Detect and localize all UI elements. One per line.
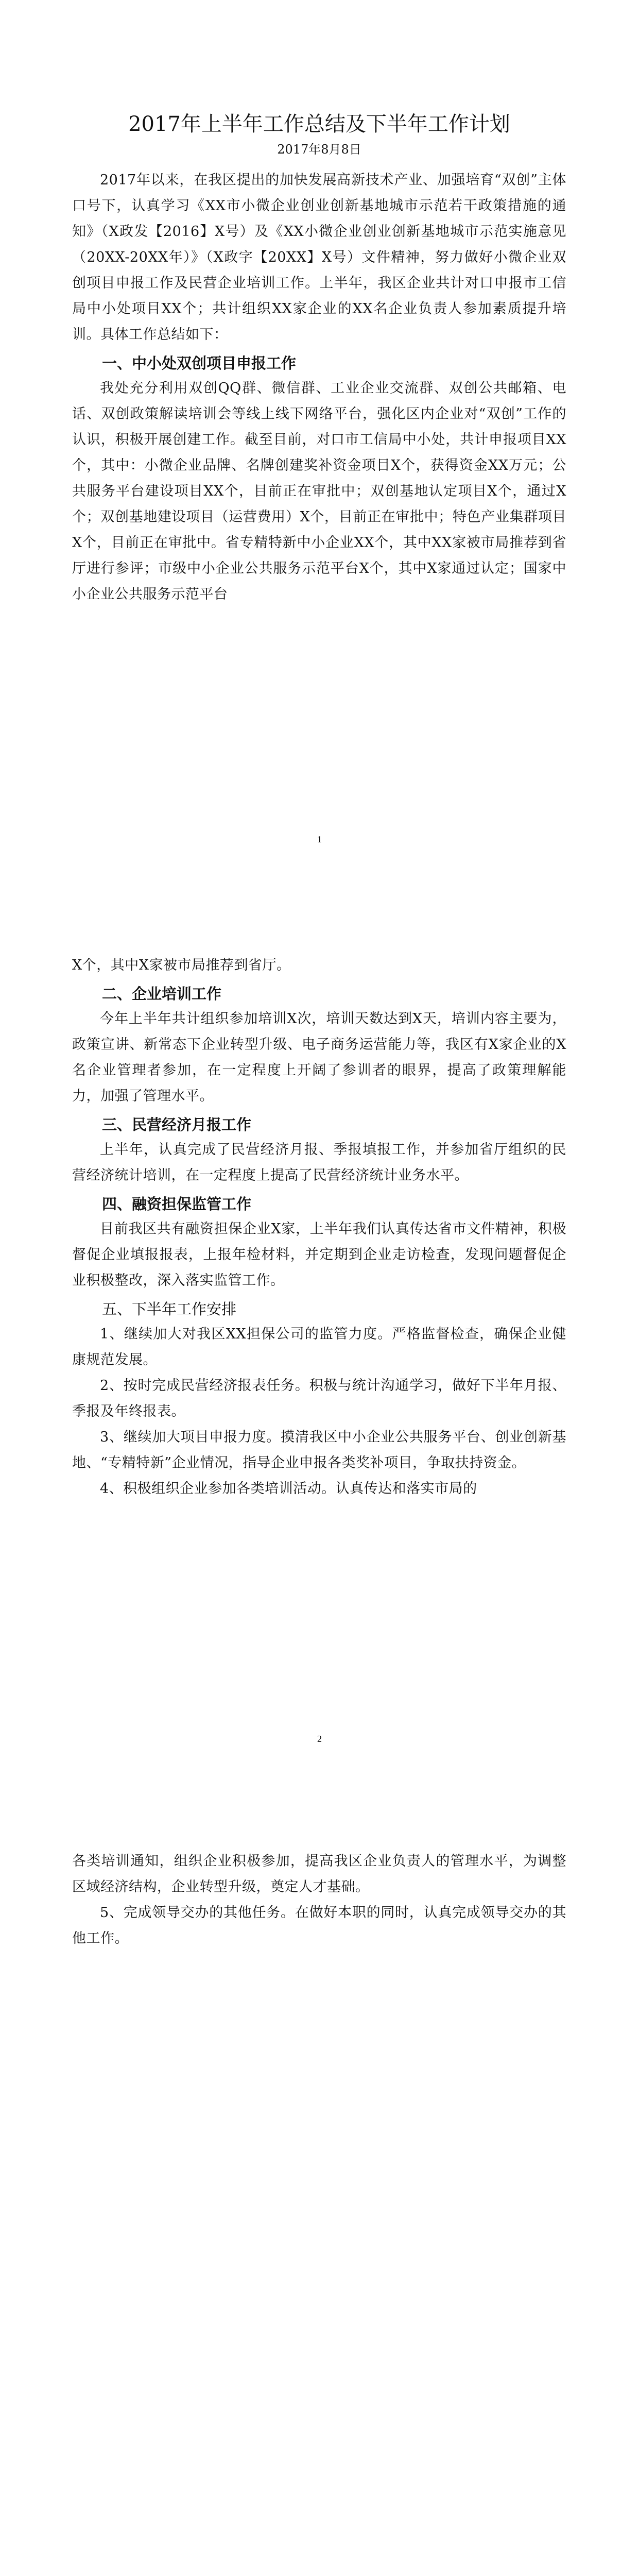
section-heading-4: 四、融资担保监管工作 bbox=[102, 1195, 252, 1213]
plan-item-4-continued: 各类培训通知，组织企业积极参加，提高我区企业负责人的管理水平，为调整区域经济结构，企业转型升级，奠定人才基础。 bbox=[72, 1853, 566, 1895]
section-3-paragraph-1: 上半年，认真完成了民营经济月报、季报填报工作，并参加省厅组织的民营经济统计培训，在一定程度上提高了民营经济统计业务水平。 bbox=[72, 1142, 566, 1183]
page-1-content bbox=[72, 111, 566, 607]
page-3 bbox=[0, 1807, 639, 2576]
page-number-2: 2 bbox=[317, 1734, 322, 1744]
plan-item-3: 3、继续加大项目申报力度。摸清我区中小企业公共服务平台、创业创新基地、“专精特新”企业情况，指导企业申报各类奖补项目，争取扶持资金。 bbox=[72, 1429, 566, 1471]
page-2-content bbox=[72, 953, 566, 1502]
section-heading-1: 一、中小处双创项目申报工作 bbox=[102, 354, 297, 372]
section-heading-3: 三、民营经济月报工作 bbox=[102, 1116, 252, 1133]
page-2 bbox=[0, 904, 639, 1807]
section-heading-5: 五、下半年工作安排 bbox=[102, 1300, 237, 1318]
plan-item-2: 2、按时完成民营经济报表任务。积极与统计沟通学习，做好下半年月报、季报及年终报表。 bbox=[72, 1378, 566, 1419]
section-1-paragraph-2: X个，其中X家被市局推荐到省厅。 bbox=[72, 957, 291, 973]
document-date: 2017年8月8日 bbox=[277, 142, 361, 157]
plan-item-4: 4、积极组织企业参加各类培训活动。认真传达和落实市局的 bbox=[100, 1481, 477, 1497]
page-1 bbox=[0, 0, 639, 904]
intro-paragraph: 2017年以来，在我区提出的加快发展高新技术产业、加强培育“双创”主体口号下，认真学习《XX市小微企业创业创新基地城市示范若干政策措施的通知》（X政发【2016】X号）及《XX小微企业创业创新基地城市示范实施意见（20XX-20XX年）》（X政字【20XX】X号）文件精神，努力做好小微企业双创项目申报工作及民营企业培训工作。上半年，我区企业共计对口申报市工信局中小处项目XX个；共计组织XX家企业的XX名企业负责人参加素质提升培训。具体工作总结如下： bbox=[72, 172, 566, 343]
plan-item-5: 5、完成领导交办的其他任务。在做好本职的同时，认真完成领导交办的其他工作。 bbox=[72, 1905, 566, 1946]
document-title: 2017年上半年工作总结及下半年工作计划 bbox=[128, 112, 510, 136]
section-4-paragraph-1: 目前我区共有融资担保企业X家，上半年我们认真传达省市文件精神，积极督促企业填报报表，上报年检材料，并定期到企业走访检查，发现问题督促企业积极整改，深入落实监管工作。 bbox=[72, 1221, 566, 1289]
section-heading-2: 二、企业培训工作 bbox=[102, 985, 222, 1003]
page-number-1: 1 bbox=[317, 834, 322, 844]
section-1-paragraph-1: 我处充分利用双创QQ群、微信群、工业企业交流群、双创公共邮箱、电话、双创政策解读培训会等线上线下网络平台，强化区内企业对“双创”工作的认识，积极开展创建工作。截至目前，对口市工信局中小处，共计申报项目XX个，其中：小微企业品牌、名牌创建奖补资金项目X个，获得资金XX万元；公共服务平台建设项目XX个，目前正在审批中；双创基地认定项目X个，通过X个；双创基地建设项目（运营费用）X个，目前正在审批中；特色产业集群项目X个，目前正在审批中。省专精特新中小企业XX个，其中XX家被市局推荐到省厅进行参评；市级中小企业公共服务示范平台X个，其中X家通过认定；国家中小企业公共服务示范平台 bbox=[72, 380, 566, 602]
page-3-content bbox=[72, 1849, 566, 1952]
section-2-paragraph-1: 今年上半年共计组织参加培训X次，培训天数达到X天，培训内容主要为，政策宣讲、新常态下企业转型升级、电子商务运营能力等，我区有X家企业的X名企业管理者参加，在一定程度上开阔了参训者的眼界，提高了政策理解能力，加强了管理水平。 bbox=[72, 1011, 566, 1104]
plan-item-1: 1、继续加大对我区XX担保公司的监管力度。严格监督检查，确保企业健康规范发展。 bbox=[72, 1326, 566, 1368]
